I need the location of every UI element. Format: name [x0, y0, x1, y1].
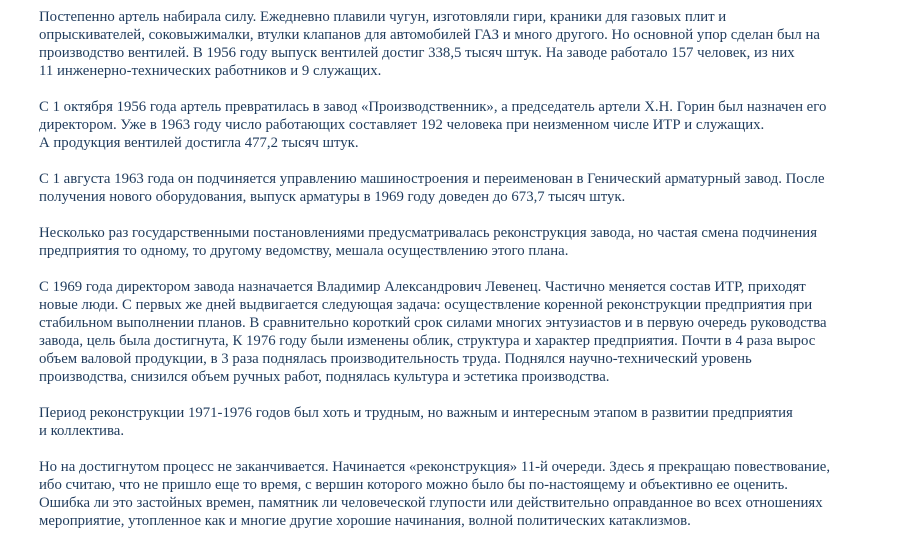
paragraph-factory-1956: С 1 октября 1956 года артель превратилась в завод «Производственник», а председатель артели Х.Н. Горин был назначен его директором. Уже в 1963 году число работающих составляет 192 человека при неизменном числе ИТР и служащих. А продукция вентилей достигла 477,2 тысяч штук. — [39, 99, 827, 151]
paragraph-artel-growth: Постепенно артель набирала силу. Ежедневно плавили чугун, изготовляли гири, краники для газовых плит и опрыскивателей, соковыжималки, втулки клапанов для автомобилей ГАЗ и много другого. Но основной упор сделан был на производство вентилей. В 1956 году выпуск вентилей достиг 338,5 тысяч штук. На заводе работало 157 человек, из них 11 инженерно-технических работников и 9 служащих. — [39, 9, 821, 79]
paragraph-renamed-1963: С 1 августа 1963 года он подчиняется управлению машиностроения и переименован в Генический арматурный завод. После получения нового оборудования, выпуск арматуры в 1969 году доведен до 673,7 тысяч штук. — [39, 171, 825, 205]
paragraph-reconstruction-plans: Несколько раз государственными постановлениями предусматривалась реконструкция завода, но частая смена подчинения предприятия то одному, то другому ведомству, мешала осуществлению этого плана. — [39, 225, 818, 259]
paragraph-reconstruction-1971-1976: Период реконструкции 1971-1976 годов был хоть и трудным, но важным и интересным этапом в развитии предприятия и коллектива. — [39, 405, 793, 439]
paragraph-director-1969: С 1969 года директором завода назначается Владимир Александрович Левенец. Частично меняется состав ИТР, приходят новые люди. С первых же дней выдвигается следующая задача: осуществление коренной реконструкции предприятия при стабильном выполнении планов. В сравнительно короткий срок силами многих энтузиастов и в первую очередь руководства завода, цель была достигнута, К 1976 году были изменены облик, структура и характер предприятия. Почти в 4 раза вырос объем валовой продукции, в 3 раза поднялась производительность труда. Поднялся научно-технический уровень производства, снизился объем ручных работ, поднялась культура и эстетика производства. — [39, 279, 827, 385]
paragraph-conclusion: Но на достигнутом процесс не заканчивается. Начинается «реконструкция» 11-й очереди. Здесь я прекращаю повествование, ибо считаю, что не пришло еще то время, с вершин которого можно было бы по-настоящему и объективно ее оценить. Ошибка ли это застойных времен, памятник ли человеческой глупости или действительно оправданное во всех отношениях мероприятие, утопленное как и многие другие хорошие начинания, волной политических катаклизмов. — [39, 459, 831, 529]
